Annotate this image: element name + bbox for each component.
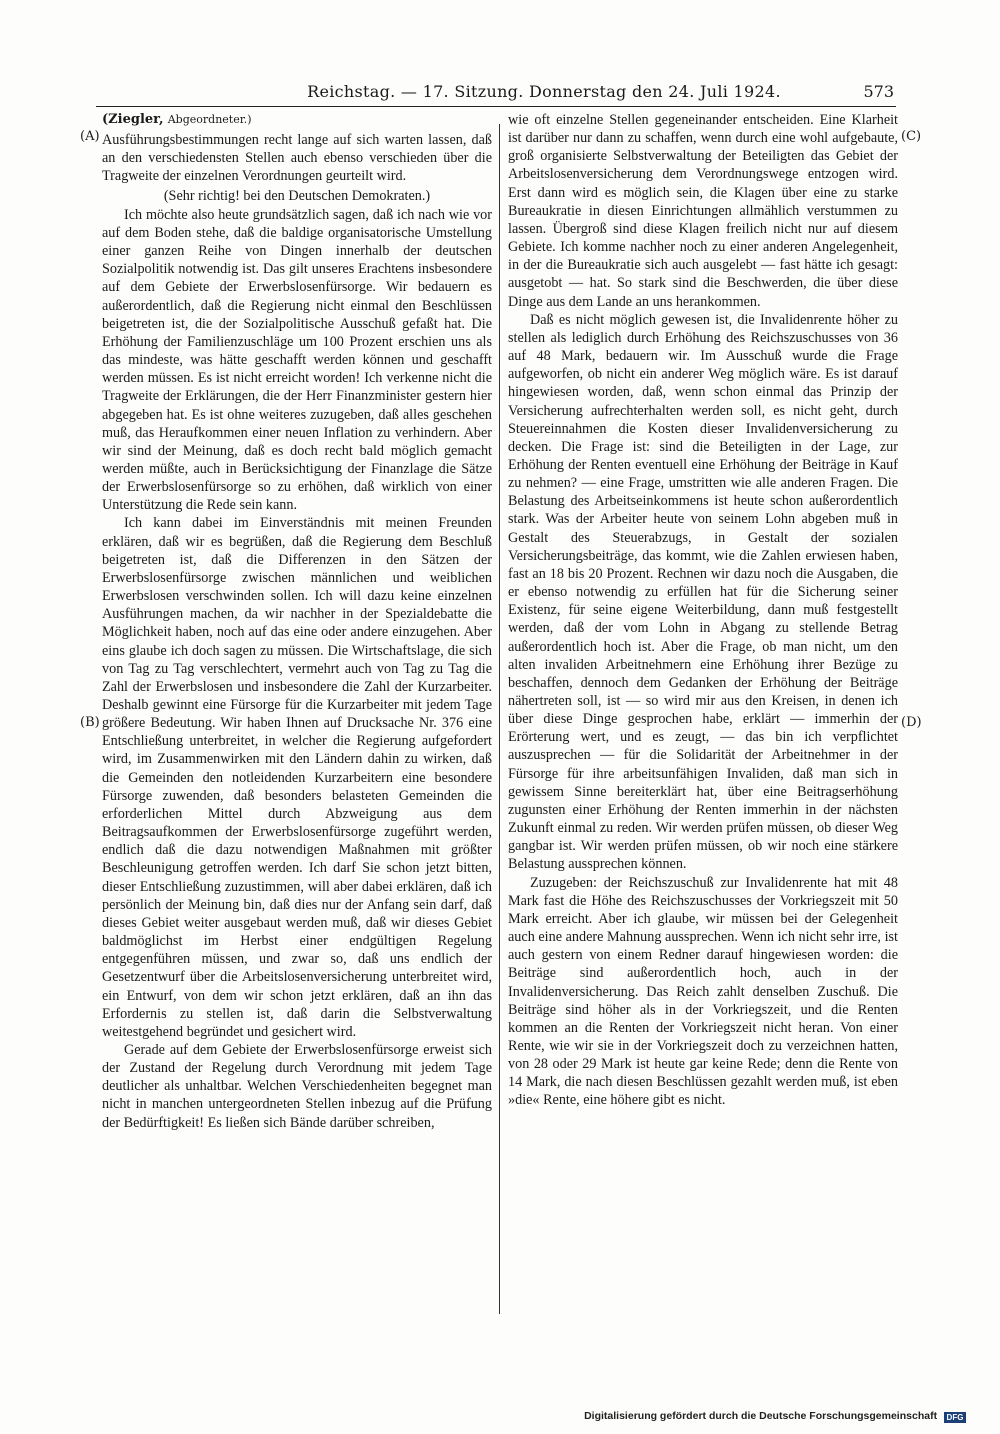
page-number: 573 [863, 82, 894, 101]
paragraph: Ausführungsbestimmungen recht lange auf sich warten lassen, daß an den verschiedensten Stellen auch ebenso verschieden über die Tragweite der einzelnen Verordnungen geurteilt wird. [102, 132, 492, 185]
paragraph: Gerade auf dem Gebiete der Erwerbslosenfürsorge erweist sich der Zustand der Regelung durch Verordnung mit jedem Tage deutlicher als unhaltbar. Welchen Verschiedenheiten begegnet man nicht in manchen untergeordneten Stellen inbezug auf die Prüfung der Bedürftigkeit! Es ließen sich Bände darüber schreiben, [102, 1041, 492, 1131]
right-column [508, 111, 898, 1110]
speaker-role: Abgeordneter.) [167, 113, 252, 126]
paragraph: Daß es nicht möglich gewesen ist, die Invalidenrente höher zu stellen als lediglich durch Erhöhung des Reichszuschusses von 36 auf 48 Mark, bedauern wir. Im Ausschuß wurde die Frage aufgeworfen, ob nicht ein anderer Weg möglich wäre. Es ist darauf hingewiesen worden, daß, wenn schon einmal das Prinzip der Versicherung aufrechterhalten werden soll, es nicht geht, durch Steuereinnahmen die Kosten dieser Invalidenversicherung zu decken. Die Frage ist: sind die Beteiligten in der Lage, zur Erhöhung der Renten eventuell eine Erhöhung der Beiträge in Kauf zu nehmen? — eine Frage, umstritten wie alle anderen Fragen. Die Belastung des Arbeitseinkommens ist heute schon außerordentlich stark. Was der Arbeiter heute von seinem Lohn abgeben muß in Gestalt des Steuerabzugs, in Gestalt der sozialen Versicherungsbeiträge, das kommt, wie die Zahlen erwiesen haben, fast an 18 bis 20 Prozent. Rechnen wir dazu noch die Ausgaben, die er ebenso notwendig zu erfüllen hat für die Sicherung seiner Existenz, für seine eigene Weiterbildung, dann muß festgestellt werden, daß der vom Lohn in Abgang zu stellende Betrag außerordentlich hoch ist. Aber die Frage, ob man nicht, um den alten invaliden Arbeitnehmern eine Erhöhung ihrer Bezüge zu beschaffen, dennoch dem Gedanken der Erhöhung der Beiträge nähertreten soll, ist — so wird mir aus den Kreisen, in denen ich über diese Dinge gesprochen habe, erklärt — immerhin der Erörterung wert, und es zeugt, — das bin ich verpflichtet auszusprechen — für die Solidarität der Arbeitnehmer in der Fürsorge für ihre arbeitsunfähigen Invaliden, daß man sich in gewissem Sinne bereiterklärt hat, über eine Beitragserhöhung zugunsten einer Erhöhung der Renten immerhin in der nächsten Zukunft einmal zu reden. Wir werden prüfen müssen, ob dieser Weg gangbar ist. Wir werden prüfen müssen, ob wir noch eine stärkere Belastung aussprechen können. [508, 311, 898, 873]
margin-marker-c: (C) [901, 129, 922, 144]
page-header [96, 82, 896, 108]
column-divider [499, 124, 500, 1314]
left-column [102, 111, 492, 1132]
margin-marker-d: (D) [901, 715, 922, 730]
running-head: Reichstag. — 17. Sitzung. Donnerstag den 24. Juli 1924. [307, 82, 781, 101]
header-rule [96, 106, 896, 107]
credit-text: Digitalisierung gefördert durch die Deutsche Forschungsgemeinschaft [584, 1410, 938, 1422]
digitization-credit [584, 1410, 966, 1423]
paragraph: wie oft einzelne Stellen gegeneinander entscheiden. Eine Klarheit ist darüber nur dann zu schaffen, wenn durch eine wohl aufgebaute, groß organisierte Selbstverwaltung der Beteiligten das Gebiet der Arbeitslosenversicherung dem Verordnungswege entzogen wird. Erst dann wird es möglich sein, die Klagen über eine zu starke Bureaukratie in diesen Einrichtungen allmählich verstummen zu lassen. Übergroß sind diese Klagen freilich nicht nur auf diesem Gebiete. Ich komme nachher noch zu einer anderen Angelegenheit, in der die Bureaukratie sich auch ausgelebt — fast hätte ich gesagt: ausgetobt — hat. So stark sind die Beschwerden, die über diese Dinge aus dem Lande an uns herankommen. [508, 112, 898, 310]
margin-marker-b: (B) [80, 715, 100, 730]
speaker-name: (Ziegler, [102, 112, 164, 127]
speaker-line [102, 111, 492, 129]
dfg-logo-icon: DFG [944, 1412, 966, 1423]
paragraph: Ich kann dabei im Einverständnis mit meinen Freunden erklären, daß wir es begrüßen, daß die Regierung dem Beschluß beigetreten ist, daß die Differenzen in den Sätzen der Erwerbslosenfürsorge zwischen männlichen und weiblichen Erwerbslosen verschwinden sollen. Ich will dazu keine einzelnen Ausführungen machen, da wir nachher in der Spezialdebatte die Möglichkeit haben, noch auf das eine oder andere einzugehen. Aber eins glaube ich doch sagen zu müssen. Die Wirtschaftslage, die sich von Tag zu Tag verschlechtert, vermehrt auch von Tag zu Tag die Zahl der Erwerbslosen und insbesondere die Zahl der Kurzarbeiter. Deshalb gewinnt eine Fürsorge für die Kurzarbeiter mit jedem Tage größere Bedeutung. Wir haben Ihnen auf Drucksache Nr. 376 eine Entschließung unterbreitet, in welcher die Regierung aufgefordert wird, im Zusammenwirken mit den Ländern dahin zu wirken, daß die Gemeinden den notleidenden Kurzarbeitern eine besondere Fürsorge zuwenden, daß besonders belasteten Gemeinden die erforderlichen Mittel durch Abzweigung aus dem Beitragsaufkommen der Erwerbslosenfürsorge zugeführt werden, endlich daß die dazu notwendigen Maßnahmen mit größter Beschleunigung getroffen werden. Ich darf Sie schon jetzt bitten, dieser Entschließung zuzustimmen, will aber dabei erklären, daß ich persönlich der Meinung bin, daß dies nur der Anfang sein darf, daß dieses Gebiet weiter ausgebaut werden muß, daß wir dieses Gebiet baldmöglichst im Herbst einer endgültigen Regelung entgegenführen müssen, und zwar so, daß uns endlich der Gesetzentwurf über die Arbeitslosenversicherung unterbreitet wird, ein Entwurf, von dem wir schon jetzt erklären, daß an ihn das Erfordernis zu stellen ist, daß darin die Selbstverwaltung weitestgehend begründet und gesichert wird. [102, 515, 492, 1040]
paragraph: Ich möchte also heute grundsätzlich sagen, daß ich nach wie vor auf dem Boden stehe, daß die baldige organisatorische Umstellung einer ganzen Reihe von Dingen innerhalb der deutschen Sozialpolitik notwendig ist. Das gilt unseres Erachtens insbesondere auf dem Gebiete der Erwerbslosenfürsorge. Wir bedauern es außerordentlich, daß die Regierung nicht einmal den Beschlüssen beigetreten ist, die der Sozialpolitische Ausschuß gefaßt hat. Die Erhöhung der Familienzuschläge um 100 Prozent erschien uns als das mindeste, was hätte geschafft werden können und geschafft werden müssen. Es ist nicht erreicht worden! Ich verkenne nicht die Tragweite der Erklärungen, die der Herr Finanzminister gestern hier abgegeben hat. Es ist ohne weiteres zuzugeben, daß alles geschehen muß, das Heraufkommen einer neuen Inflation zu verhindern. Aber wir sind der Meinung, daß es doch recht bald möglich gemacht werden müßte, auch in Berücksichtigung der Finanzlage die Sätze der Erwerbslosenfürsorge so zu erhöhen, daß wirklich von einer Unterstützung die Rede sein kann. [102, 206, 492, 514]
paragraph: Zuzugeben: der Reichszuschuß zur Invalidenrente hat mit 48 Mark fast die Höhe des Reichszuschusses der Vorkriegszeit mit 50 Mark erreicht. Aber ich glaube, wir müssen bei der Gelegenheit auch eine andere Mahnung aussprechen. Wenn ich nicht sehr irre, ist auch gestern von einem Redner darauf hingewiesen worden: die Beiträge sind außerordentlich hoch, auch in der Invalidenversicherung. Das Reich zahlt denselben Zuschuß. Die Beiträge sind höher als in der Vorkriegszeit, und die Renten kommen an die Renten der Vorkriegszeit nicht heran. Von einer Rente, wie wir sie in der Vorkriegszeit doch zu verzeichnen hatten, von 28 oder 29 Mark ist heute gar keine Rede; denn die Rente von 14 Mark, die nach diesen Beschlüssen gezahlt werden muß, ist eben »die« Rente, eine höhere gibt es nicht. [508, 874, 898, 1109]
margin-marker-a: (A) [80, 129, 100, 144]
interjection: (Sehr richtig! bei den Deutschen Demokraten.) [163, 187, 431, 204]
